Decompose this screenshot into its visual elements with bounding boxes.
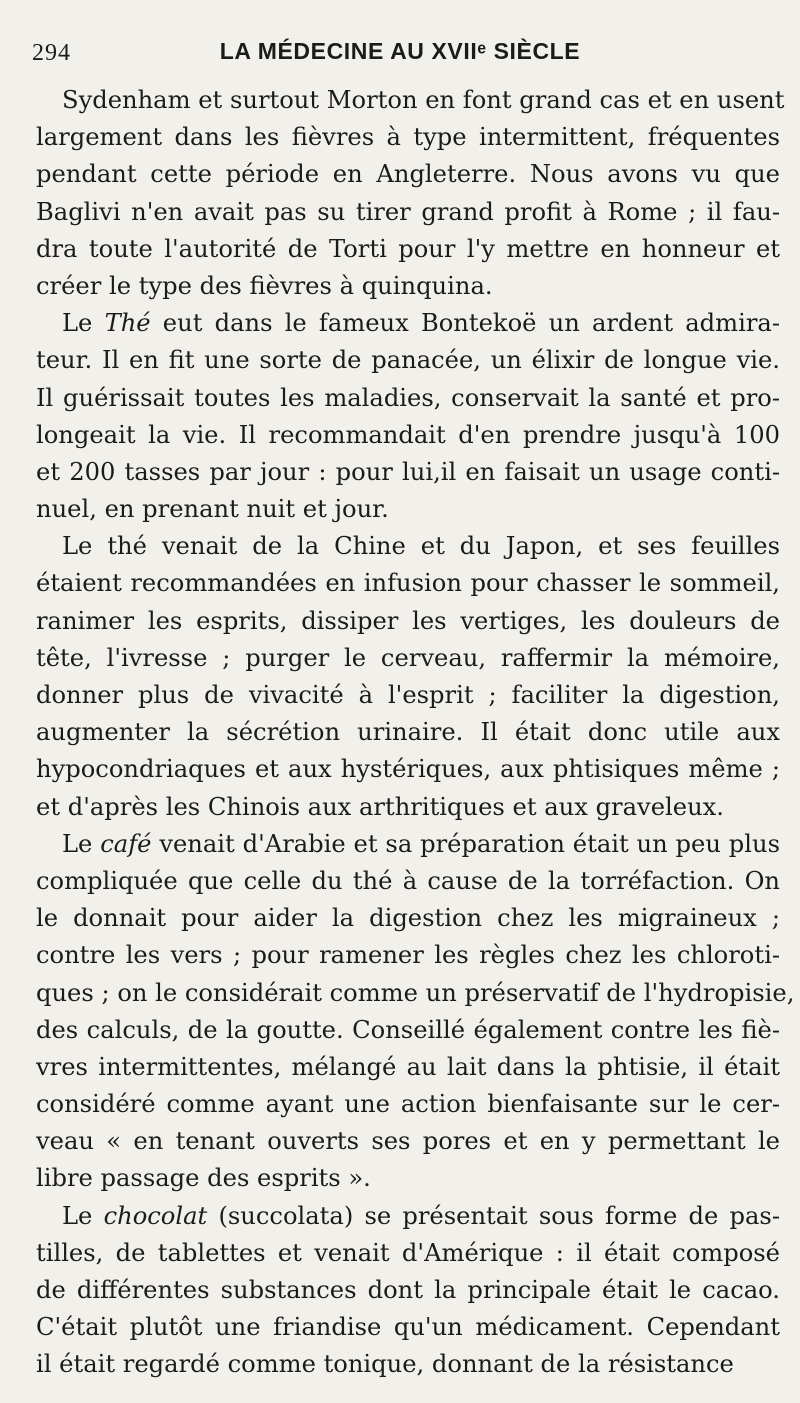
paragraph [36, 826, 795, 1198]
text-line: considéré comme ayant une action bienfaisante sur le cer- [36, 1090, 780, 1119]
text-line: Le chocolat (succolata) se présentait sous forme de pas- [62, 1201, 780, 1230]
text-line: Le Thé eut dans le fameux Bontekoë un ardent admira- [62, 309, 780, 338]
text-line: Le thé venait de la Chine et du Japon, et ses feuilles [62, 532, 780, 561]
paragraph [36, 1198, 780, 1384]
italic-term: Thé [104, 309, 151, 338]
text-line: donner plus de vivacité à l'esprit ; faciliter la digestion, [36, 681, 780, 709]
text-line: Sydenham et surtout Morton en font grand cas et en usent [62, 86, 785, 114]
text-line: teur. Il en fit une sorte de panacée, un élixir de longue vie. [36, 346, 780, 375]
text-line: tilles, de tablettes et venait d'Amérique : il était composé [36, 1238, 780, 1267]
text-line: ranimer les esprits, dissiper les vertiges, les douleurs de [36, 606, 780, 635]
text-line: nuel, en prenant nuit et jour. [36, 495, 389, 524]
text-line: veau « en tenant ouverts ses pores et en y permettant le [36, 1127, 780, 1156]
text-line: de différentes substances dont la principale était le cacao. [36, 1276, 780, 1304]
text-line: Le café venait d'Arabie et sa préparation était un peu plus [62, 829, 780, 858]
text-line: des calculs, de la goutte. Conseillé également contre les fiè- [36, 1015, 780, 1044]
text-line: C'était plutôt une friandise qu'un médicament. Cependant [36, 1313, 780, 1342]
text-line: il était regardé comme tonique, donnant de la résistance [36, 1350, 734, 1379]
page-header [0, 30, 800, 70]
text-line: Il guérissait toutes les maladies, conservait la santé et pro- [36, 383, 780, 412]
paragraph [36, 528, 780, 826]
page-number: 294 [32, 40, 71, 66]
italic-term: chocolat [103, 1201, 208, 1230]
text-line: Baglivi n'en avait pas su tirer grand profit à Rome ; il fau- [36, 197, 780, 226]
text-line: pendant cette période en Angleterre. Nous avons vu que [36, 160, 780, 189]
italic-term: café [100, 829, 152, 858]
text-line: compliquée que celle du thé à cause de la torréfaction. On [36, 866, 780, 895]
running-title: LA MÉDECINE AU XVIIᵉ SIÈCLE [219, 38, 581, 64]
body-text [36, 82, 795, 1384]
text-line: hypocondriaques et aux hystériques, aux phtisiques même ; [36, 755, 780, 784]
text-line: étaient recommandées en infusion pour chasser le sommeil, [36, 569, 780, 598]
text-line: augmenter la sécrétion urinaire. Il était donc utile aux [36, 718, 780, 747]
text-line: créer le type des fièvres à quinquina. [36, 271, 493, 300]
text-line: tête, l'ivresse ; purger le cerveau, raffermir la mémoire, [36, 643, 780, 672]
text-line: et 200 tasses par jour : pour lui,il en faisait un usage conti- [36, 457, 780, 486]
paragraph [36, 82, 785, 305]
text-line: vres intermittentes, mélangé au lait dans la phtisie, il était [36, 1052, 780, 1081]
text-line: largement dans les fièvres à type intermittent, fréquentes [36, 123, 780, 152]
text-line: longeait la vie. Il recommandait d'en prendre jusqu'à 100 [36, 420, 780, 449]
text-line: libre passage des esprits ». [36, 1164, 371, 1193]
text-line: contre les vers ; pour ramener les règles chez les chloroti- [36, 941, 780, 970]
paragraph [36, 305, 780, 528]
text-line: ques ; on le considérait comme un préservatif de l'hydropisie, [36, 978, 795, 1007]
text-line: et d'après les Chinois aux arthritiques et aux graveleux. [36, 792, 724, 821]
text-line: le donnait pour aider la digestion chez les migraineux ; [36, 904, 780, 933]
text-line: dra toute l'autorité de Torti pour l'y mettre en honneur et [36, 234, 780, 263]
